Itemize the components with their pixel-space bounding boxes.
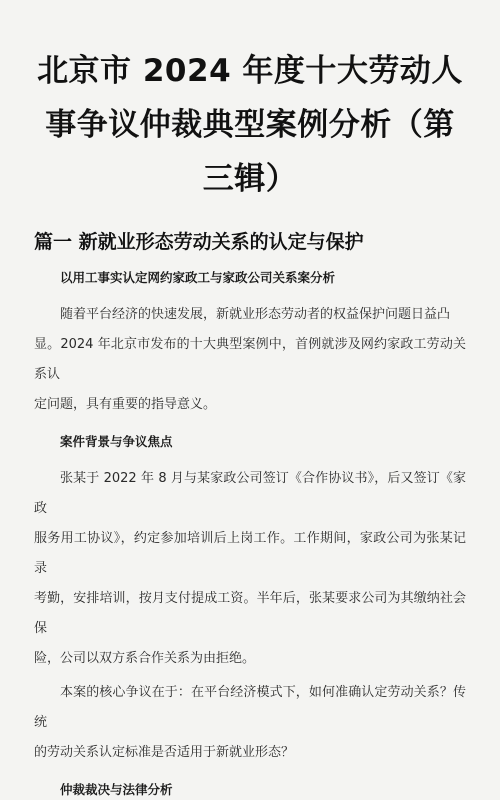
intro-paragraph bbox=[34, 300, 466, 420]
paragraph-line: 的劳动关系认定标准是否适用于新就业形态？ bbox=[34, 745, 295, 760]
paragraph-line: 定问题，具有重要的指导意义。 bbox=[34, 397, 217, 412]
paragraph-line: 服务用工协议》，约定参加培训后上岗工作。工作期间，家政公司为张某记录 bbox=[34, 531, 466, 576]
background-paragraph bbox=[34, 464, 466, 674]
document-title bbox=[34, 0, 466, 206]
title-line: 事争议仲裁典型案例分析（第 bbox=[45, 107, 455, 143]
background-heading: 案件背景与争议焦点 bbox=[60, 434, 173, 449]
paragraph-line: 考勤，安排培训，按月支付提成工资。半年后，张某要求公司为其缴纳社会保 bbox=[34, 591, 466, 636]
case-subheading: 以用工事实认定网约家政工与家政公司关系案分析 bbox=[60, 270, 336, 285]
paragraph-line: 张某于 2022 年 8 月与某家政公司签订《合作协议书》，后又签订《家政 bbox=[34, 471, 466, 516]
ruling-heading: 仲裁裁决与法律分析 bbox=[60, 782, 173, 797]
paragraph-line: 本案的核心争议在于：在平台经济模式下，如何准确认定劳动关系？传统 bbox=[34, 685, 466, 730]
paragraph-line: 显。2024 年北京市发布的十大典型案例中，首例就涉及网约家政工劳动关系认 bbox=[34, 337, 466, 382]
title-line: 北京市 2024 年度十大劳动人 bbox=[37, 53, 463, 89]
focus-paragraph bbox=[34, 678, 466, 768]
chapter-heading: 篇一 新就业形态劳动关系的认定与保护 bbox=[34, 231, 364, 253]
paragraph-line: 险，公司以双方系合作关系为由拒绝。 bbox=[34, 651, 256, 666]
title-line: 三辑） bbox=[202, 161, 298, 197]
paragraph-line: 随着平台经济的快速发展，新就业形态劳动者的权益保护问题日益凸 bbox=[60, 307, 451, 322]
